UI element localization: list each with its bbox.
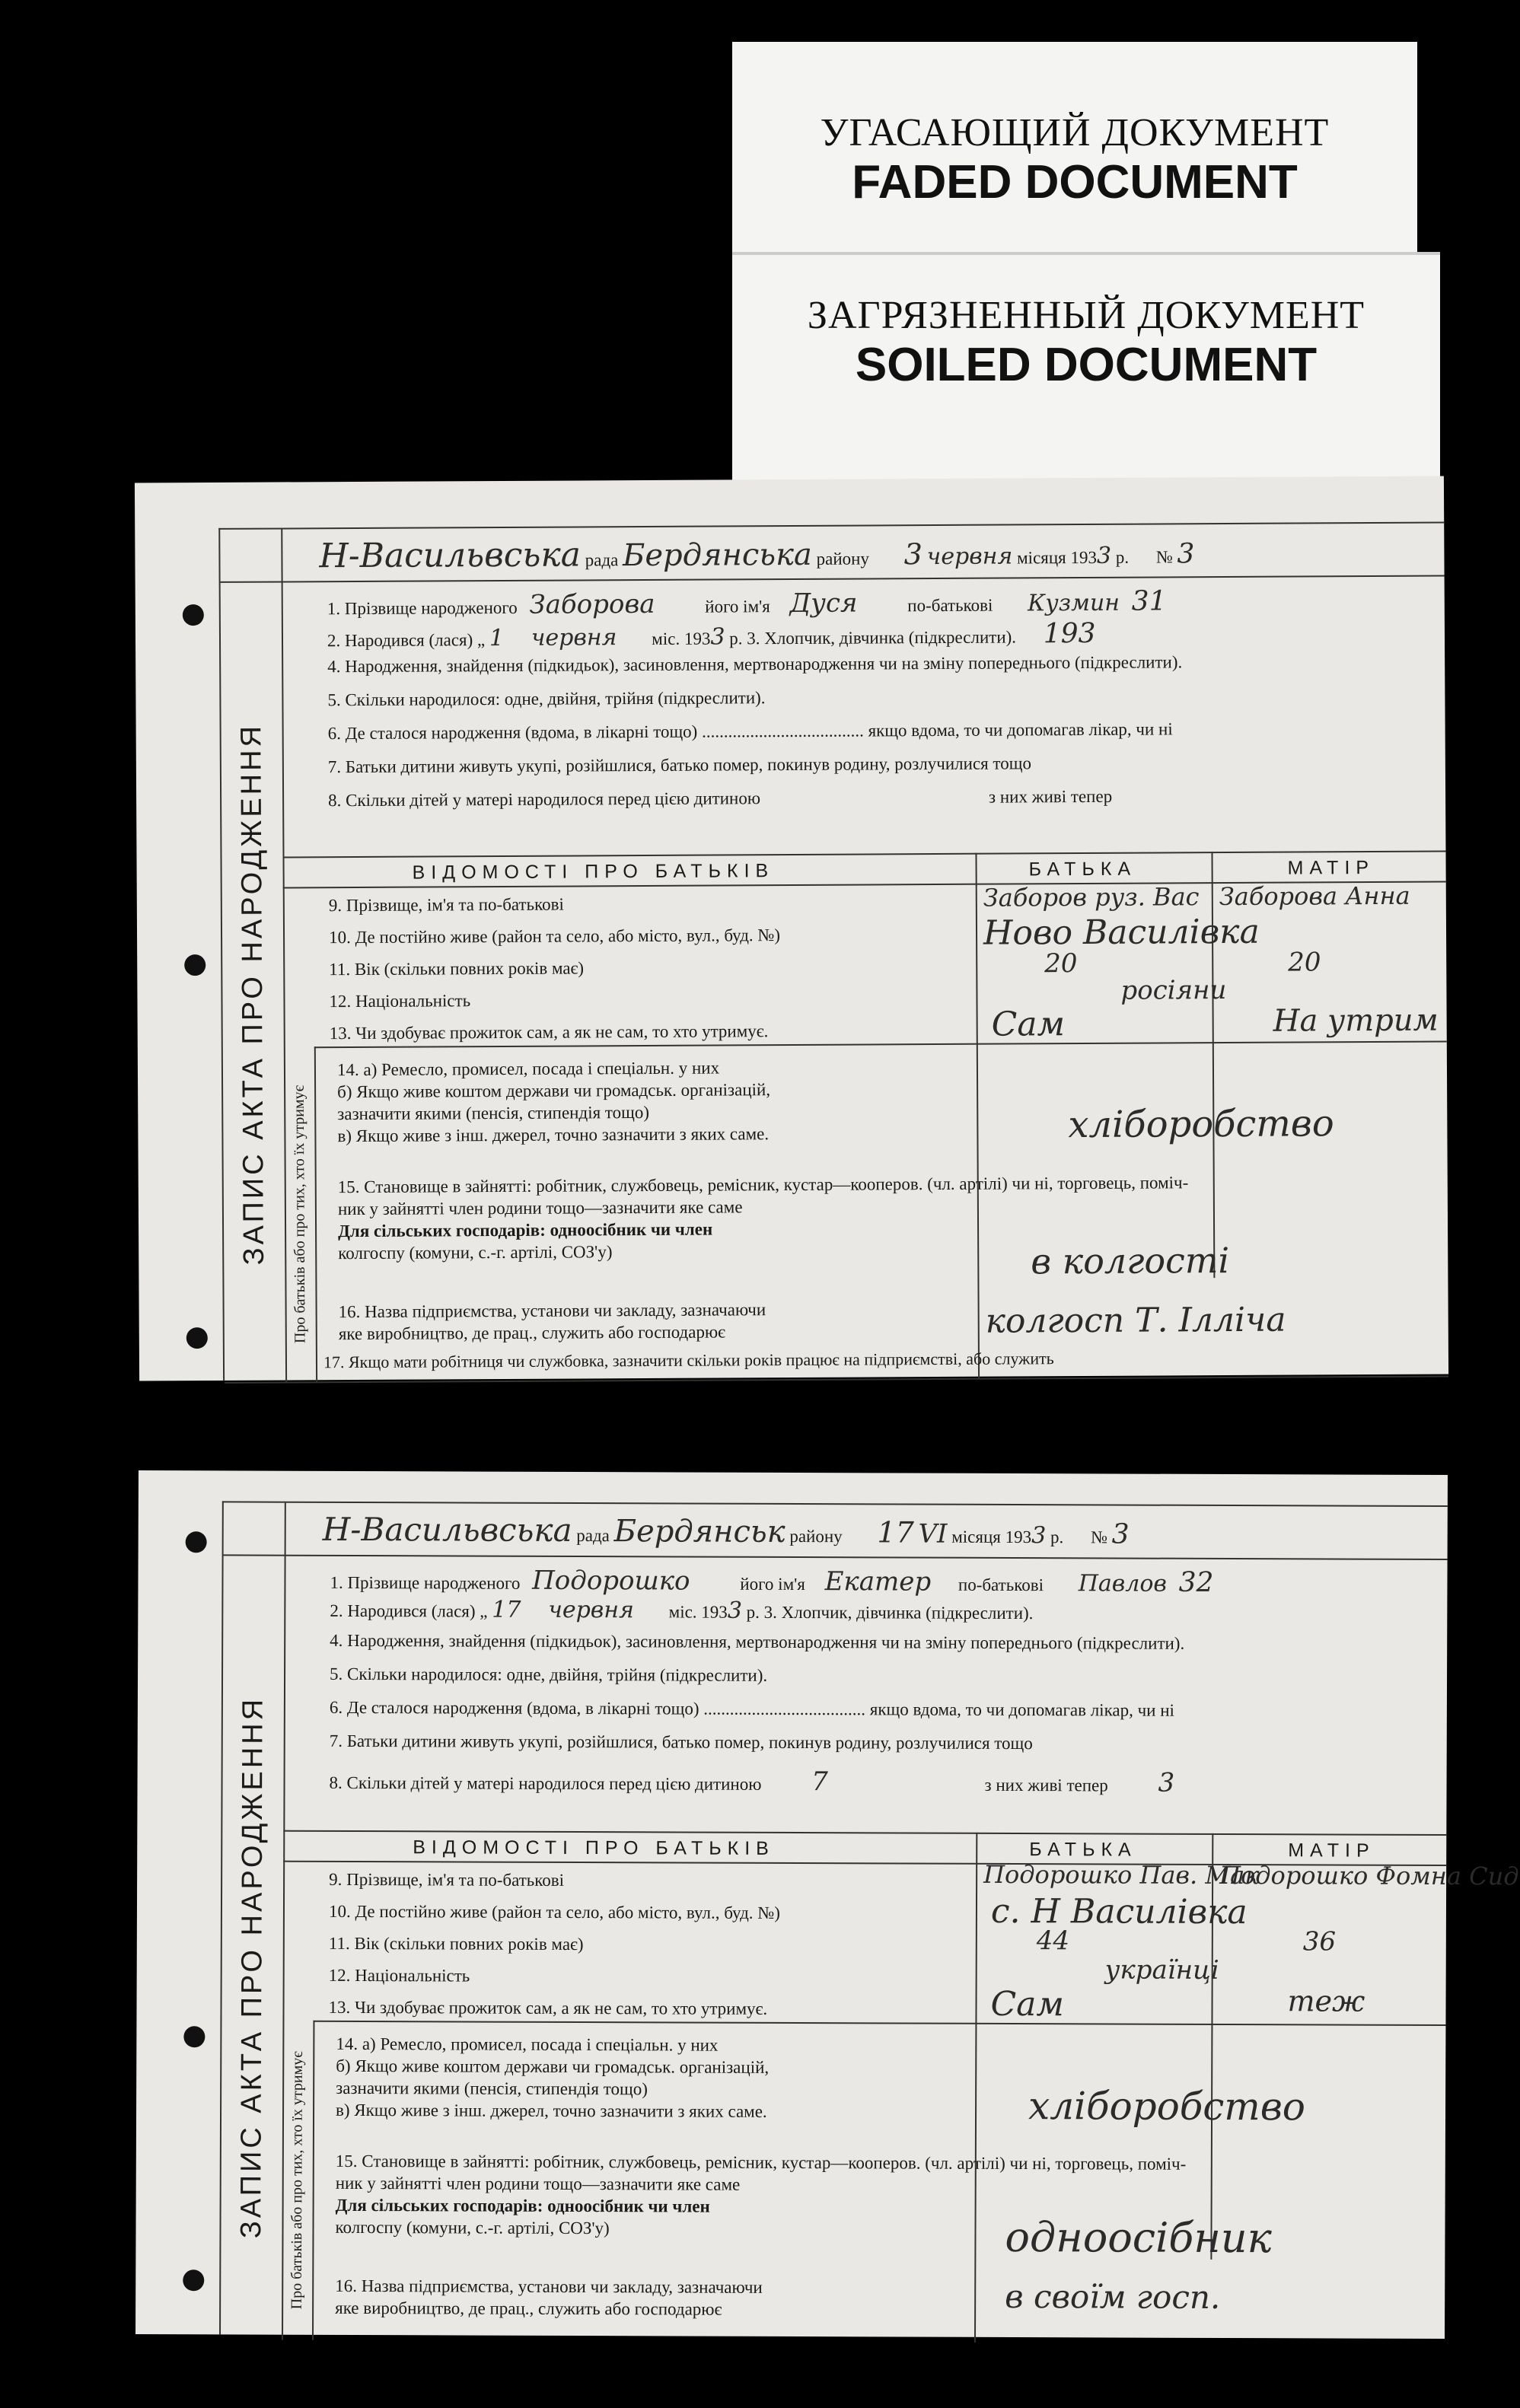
line-15: 15. Становище в зайнятті: робітник, службовець, ремісник, кустар—кооперов. (чл. артілі) чи ні, торговець, поміч- ник у зайнятті член родини тощо—зазначити яке саме Для сільських господарів: одноосібник чи член колгоспу (комуни, с.-г. артілі, СОЗ'у) — [337, 1173, 1189, 1263]
hw-surname: Подорошко — [532, 1565, 690, 1597]
hw-raion: Бердянська — [622, 537, 812, 574]
hw-month: червня — [926, 543, 1013, 571]
hw-workplace: колгосп Т. Ілліча — [985, 1300, 1286, 1341]
form-body — [219, 1501, 1519, 2339]
line-8: 8. Скільки дітей у матері народилося перед цією дитиною з них живі тепер — [328, 786, 1113, 811]
heading-mother: МАТІР — [1287, 856, 1375, 879]
soiled-document-stamp — [732, 255, 1440, 498]
line-9: 9. Прізвище, ім'я та по-батькові — [329, 1869, 565, 1890]
hw-number: 3 — [1111, 1518, 1130, 1550]
hw-number2: 32 — [1178, 1566, 1214, 1598]
punch-hole — [186, 1327, 208, 1349]
hw-residence: с. Н Василівка — [990, 1891, 1248, 1932]
hw-workplace: в своїм госп. — [1005, 2277, 1221, 2316]
line-15: 15. Становище в зайнятті: робітник, службовець, ремісник, кустар—кооперов. (чл. артілі) чи ні, торговець, поміч- ник у зайнятті член родини тощо—зазначити яке саме Для сільських господарів: одноосібник чи член колгоспу (комуни, с.-г. артілі, СОЗ'у) — [335, 2151, 1187, 2238]
side-title: ЗАПИС АКТА ПРО НАРОДЖЕННЯ — [235, 722, 270, 1265]
heading-father: БАТЬКА — [1028, 858, 1137, 881]
hw-children-before: 7 — [811, 1766, 828, 1798]
hw-children-alive: 3 — [1158, 1767, 1175, 1798]
line-1: 1. Прізвище народженого Подорошко його ім'я Екатер по-батькові Павлов 32 — [330, 1565, 1214, 1598]
hw-nationality: росіяни — [1120, 975, 1227, 1006]
label-r: р. — [1050, 1527, 1064, 1547]
hw-occupation: хліборобство — [1028, 2084, 1306, 2129]
hw-rada: Н-Васильвська — [319, 535, 582, 576]
line-13: 13. Чи здобуває прожиток сам, а як не сам, то хто утримує. — [328, 1997, 768, 2018]
label-rada: рада — [585, 550, 619, 570]
hw-raion: Бердянськ — [613, 1514, 785, 1550]
hw-margin-year: 193 — [1043, 617, 1096, 650]
line-7: 7. Батьки дитини живуть укупі, розійшлися, батько помер, покинув родину, розлучилися тощо — [327, 753, 1031, 777]
hw-rada: Н-Васильвська — [322, 1510, 572, 1549]
punch-hole — [184, 954, 206, 976]
line-11: 11. Вік (скільки повних років має) — [329, 958, 585, 979]
line-9: 9. Прізвище, ім'я та по-батькові — [328, 894, 564, 916]
line-6: 6. Де сталося народження (вдома, в лікарні тощо) ..................................... якщо вдома, то чи допомагав лікар, чи ні — [327, 719, 1173, 744]
birth-record-sheet-2 — [135, 1470, 1519, 2339]
hw-mother-age: 20 — [1288, 947, 1321, 978]
side-subtitle: Про батьків або про тих, хто їх утримує — [288, 2051, 307, 2310]
line-10: 10. Де постійно живе (район та село, або місто, вул., буд. №) — [328, 1901, 780, 1922]
birth-record-sheet-1 — [135, 476, 1448, 1381]
punch-hole — [183, 2026, 205, 2047]
hw-father-name: Заборов руз. Вас — [983, 882, 1200, 913]
line-4: 4. Народження, знайдення (підкидьок), засиновлення, мертвонародження чи на зміну попереднього (підкреслити). — [327, 652, 1183, 677]
faded-stamp-ru: УГАСАЮЩИЙ ДОКУМЕНТ — [820, 111, 1330, 154]
heading-parents: ВІДОМОСТІ ПРО БАТЬКІВ — [412, 860, 775, 884]
heading-mother: МАТІР — [1288, 1839, 1375, 1862]
form-body — [218, 522, 1448, 1381]
label-no: № — [1090, 1527, 1107, 1547]
hw-occupation: хліборобство — [1068, 1102, 1334, 1147]
side-title: ЗАПИС АКТА ПРО НАРОДЖЕННЯ — [234, 1696, 269, 2238]
hw-name: Екатер — [824, 1566, 932, 1597]
line-5: 5. Скільки народилося: одне, двійня, трійня (підкреслити). — [330, 1664, 768, 1685]
line-11: 11. Вік (скільки повних років має) — [328, 1933, 584, 1954]
hw-mother-age: 36 — [1302, 1926, 1337, 1957]
hw-birth-day: 17 — [492, 1596, 521, 1623]
line-12: 12. Національність — [329, 991, 471, 1011]
hw-year: 3 — [1096, 542, 1112, 569]
line-14: 14. а) Ремесло, промисел, посада і спеціальн. у них б) Якщо живе коштом держави чи громадськ. організацій, зазначити якими (пенсія, стипендія тощо) в) Якщо живе з інш. джерел, точно зазначити з яких саме. — [336, 1058, 771, 1146]
hw-father-age: 44 — [1036, 1925, 1070, 1957]
label-r: р. — [1115, 547, 1130, 567]
line-16: 16. Назва підприємства, установи чи закладу, зазначаючи яке виробництво, де прац., служить або господарює — [335, 2276, 763, 2319]
header-line — [319, 531, 1423, 576]
line-12: 12. Національність — [328, 1965, 470, 1986]
hw-mother-support: На утрим — [1273, 1002, 1439, 1039]
line-7: 7. Батьки дитини живуть укупі, розійшлися, батько помер, покинув родину, розлучилися тощо — [329, 1731, 1033, 1753]
line-4: 4. Народження, знайдення (підкидьок), засиновлення, мертвонародження чи на зміну попереднього (підкреслити). — [330, 1630, 1185, 1653]
hw-name: Дуся — [789, 588, 858, 620]
label-rada: рада — [576, 1526, 610, 1546]
hw-number2: 31 — [1131, 585, 1167, 617]
heading-parents: ВІДОМОСТІ ПРО БАТЬКІВ — [413, 1836, 775, 1859]
line-17: 17. Якщо мати робітниця чи службовка, зазначити скільки років працює на підприємстві, або служить — [323, 1349, 1054, 1372]
hw-birth-year: 3 — [710, 623, 725, 651]
soiled-stamp-en: SOILED DOCUMENT — [855, 339, 1318, 391]
hw-day: 3 — [903, 537, 923, 572]
line-16: 16. Назва підприємства, установи чи закладу, зазначаючи яке виробництво, де прац., служить або господарює — [338, 1300, 766, 1344]
line-5: 5. Скільки народилося: одне, двійня, трійня (підкреслити). — [327, 688, 766, 710]
line-6: 6. Де сталося народження (вдома, в лікарні тощо) ..................................... якщо вдома, то чи допомагав лікар, чи ні — [329, 1697, 1175, 1720]
hw-father-support: Сам — [990, 1984, 1065, 2024]
hw-status: в колгості — [1031, 1239, 1230, 1282]
hw-patronymic: Павлов — [1078, 1570, 1167, 1597]
label-no: № — [1155, 547, 1173, 567]
side-subtitle: Про батьків або про тих, хто їх утримує — [291, 1085, 309, 1344]
label-month: місяця 193 — [951, 1527, 1032, 1547]
soiled-stamp-ru: ЗАГРЯЗНЕННЫЙ ДОКУМЕНТ — [807, 294, 1365, 337]
line-2: 2. Народився (лася) „ 1 червня міс. 1933 р. 3. Хлопчик, дівчинка (підкреслити). 193 — [327, 617, 1096, 652]
faded-stamp-en: FADED DOCUMENT — [852, 156, 1298, 209]
hw-status: одноосібник — [1005, 2212, 1272, 2263]
line-10: 10. Де постійно живе (район та село, або місто, вул., буд. №) — [328, 925, 781, 948]
hw-father-age: 20 — [1044, 948, 1078, 979]
hw-residence: Ново Василівка — [983, 912, 1260, 953]
hw-month: VI — [918, 1518, 948, 1550]
label-raion: району — [789, 1526, 843, 1546]
label-month: місяця 193 — [1017, 547, 1098, 568]
hw-number: 3 — [1177, 538, 1195, 570]
line-2: 2. Народився (лася) „ 17 червня міс. 1933 р. 3. Хлопчик, дівчинка (підкреслити). — [330, 1596, 1034, 1624]
hw-father-name: Подорошко Пав. Мак — [983, 1859, 1260, 1890]
line-8: 8. Скільки дітей у матері народилося перед цією дитиною 7 з них живі тепер 3 — [329, 1766, 1175, 1798]
punch-hole — [183, 2269, 204, 2291]
hw-birth-year: 3 — [727, 1597, 743, 1624]
hw-surname: Заборова — [529, 588, 655, 620]
line-1: 1. Прізвище народженого Заборова його ім'я Дуся по-батькові Кузмин 31 — [327, 585, 1167, 620]
hw-nationality: українці — [1104, 1954, 1219, 1986]
line-14: 14. а) Ремесло, промисел, посада і спеціальн. у них б) Якщо живе коштом держави чи громадськ. організацій, зазначити якими (пенсія, стипендія тощо) в) Якщо живе з інш. джерел, точно зазначити з яких саме. — [336, 2034, 770, 2121]
hw-birth-month: червня — [548, 1596, 635, 1624]
hw-year: 3 — [1031, 1522, 1047, 1550]
hw-mother-name: Подорошко Фомна Сид — [1219, 1860, 1519, 1891]
hw-mother-name: Заборова Анна — [1219, 881, 1410, 912]
hw-mother-support: теж — [1287, 1984, 1365, 2018]
punch-hole — [183, 604, 204, 626]
heading-father: БАТЬКА — [1029, 1839, 1137, 1861]
hw-patronymic: Кузмин — [1027, 589, 1120, 617]
hw-father-support: Сам — [991, 1005, 1066, 1044]
label-raion: району — [816, 549, 869, 569]
hw-birth-day: 1 — [489, 624, 505, 652]
line-13: 13. Чи здобуває прожиток сам, а як не сам, то хто утримує. — [329, 1021, 769, 1043]
header-line — [323, 1511, 1426, 1552]
hw-day: 17 — [877, 1515, 914, 1550]
punch-hole — [186, 1531, 207, 1553]
hw-birth-month: червня — [531, 624, 617, 651]
